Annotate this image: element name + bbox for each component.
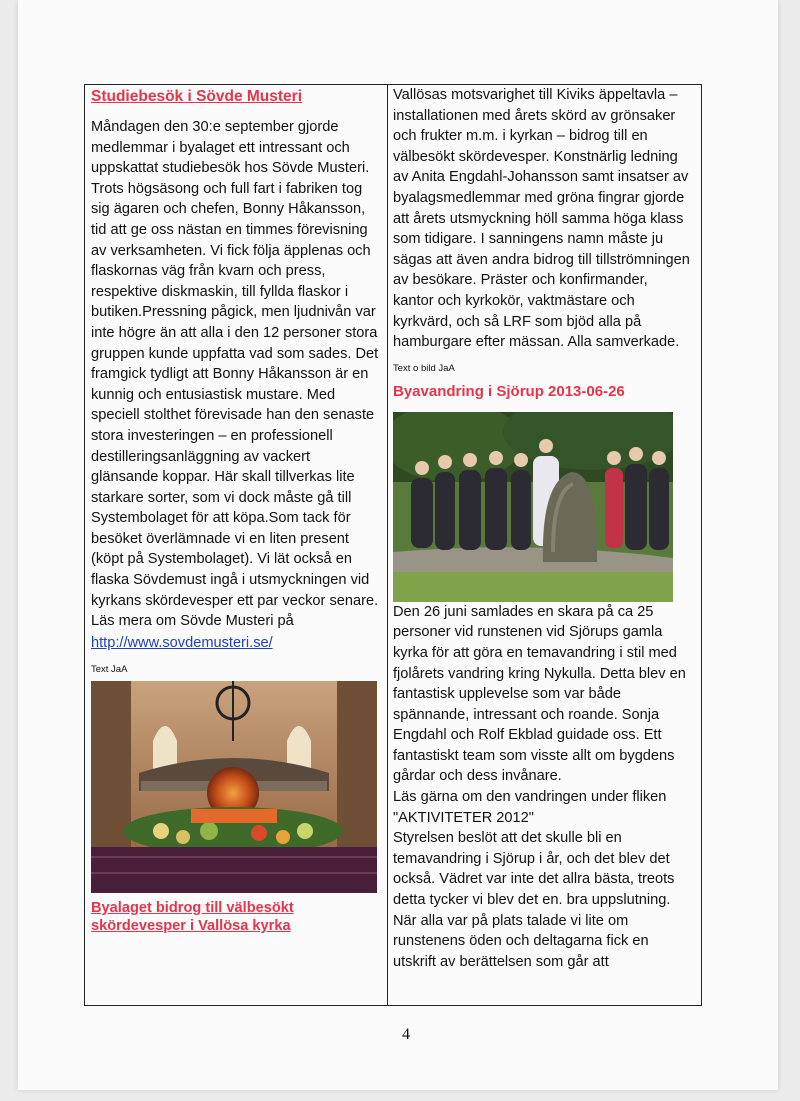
article-heading-byavandring: Byavandring i Sjörup 2013-06-26 (393, 382, 625, 400)
page-number: 4 (402, 1026, 410, 1043)
text-photo-credit: Text o bild JaA (393, 362, 455, 374)
photo-caption-skordevesper: Byalaget bidrog till välbesökt skördevesper i Vallösa kyrka (91, 899, 294, 934)
left-column (85, 85, 387, 1005)
musteri-link[interactable]: http://www.sovdemusteri.se/ (91, 634, 273, 651)
church-harvest-photo (91, 681, 377, 893)
article-body-byavandring: Den 26 juni samlades en skara på ca 25 personer vid runstenen vid Sjörups gamla kyrka för att göra en temavandring i stil med fjolårets vandring kring Nykulla. Detta blev en fantastisk upplevelse som var både spännande, intressant och roande. Sonja Engdahl och Rolf Ekblad guidade oss. Ett fantastiskt team som visste allt om bygdens gårdar och dess invånare. Läs gärna om den vandringen under fliken "AKTIVITETER 2012" Styrelsen beslöt att det skulle bli en temavandring i Sjörup i år, och det blev det också. Vädret var inte det allra bästa, treots detta tycker vi blev det en. bra uppslutning. När alla var på plats talade vi lite om runstenens öden och deltagarna fick en utskrift av berättelsen som går att (393, 603, 686, 970)
article-body-musteri: Måndagen den 30:e september gjorde medlemmar i byalaget ett intressant och uppskattat studiebesök hos Sövde Musteri. Trots högsäsong och full fart i fabriken tog sig ägaren och chefen, Bonny Håkansson, tid att ge oss nästan en timmes förevisning av verksamheten. Vi fick följa äpplenas och flaskornas väg från kvarn och press, respektive diskmaskin, till fyllda flaskor i butiken.Pressning pågick, men ljudnivån var inte högre än att alla i den 12 personer stora gruppen kunde uppfatta vad som sades. Det framgick tydligt att Bonny Håkansson är en kunnig och entusiastisk mustare. Med speciell stolthet förevisade han den senaste stora investeringen – en professionell destilleringsanläggning av vackert glänsande koppar. Här skall tillverkas lite starkare sorter, som vi dock måste gå till Systembolaget för att köpa.Som tack för besöket överlämnade vi en liten present (köpt på Systembolaget). Vi lät också en flaska Sövdemust ingå i utsmyckningen vid kyrkans skördevesper ett par veckor senare. Läs mera om Sövde Musteri på (91, 119, 379, 630)
group-runestone-photo (393, 412, 673, 602)
article-body-vallosa: Vallösas motsvarighet till Kiviks äppeltavla – installationen med årets skörd av grönsaker och frukter m.m. i kyrkan – bidrog till en välbesökt skördevesper. Konstnärlig ledning av Anita Engdahl-Johansson samt insatser av byalagsmedlemmar med gröna fingrar gjorde att årets utsmyckning höll samma höga klass som tidigare. I sanningens namn måste ju sägas att även andra bidrog till tillströmningen av besökare. Präster och konfirmander, kantor och kyrkokör, vaktmästare och kyrkvärd, och så LRF som bjöd alla på hamburgare efter mässan. Alla samverkade. (393, 87, 690, 351)
column-divider (387, 85, 388, 1005)
text-credit: Text JaA (91, 663, 128, 675)
right-column (389, 85, 697, 1005)
two-column-frame (84, 84, 702, 1006)
article-heading-musteri: Studiebesök i Sövde Musteri (91, 88, 303, 105)
document-page (18, 0, 778, 1090)
